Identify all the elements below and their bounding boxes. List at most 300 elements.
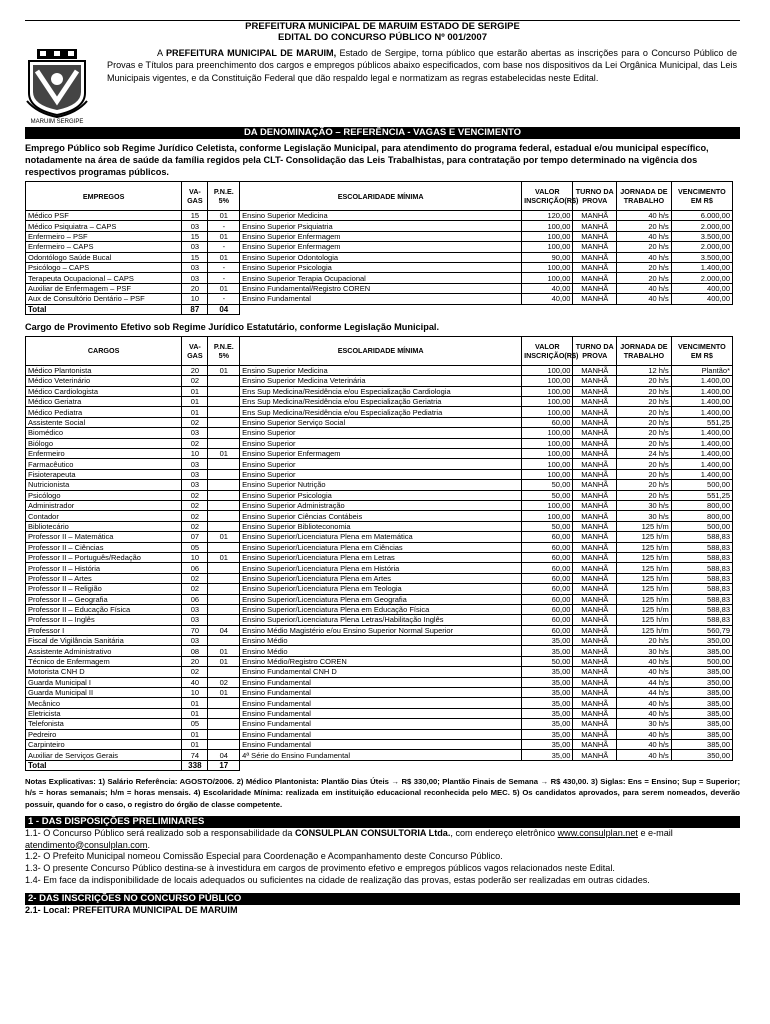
table-cell: 15 [182, 252, 208, 262]
total-cell: Total [26, 760, 182, 770]
table-row [26, 365, 733, 375]
table-cell: 40 h/s [617, 750, 672, 760]
table-cell: Ensino Superior Medicina [240, 211, 522, 221]
table-cell: 02 [182, 500, 208, 510]
table-cell: MANHÃ [573, 417, 617, 427]
table-cell: 03 [182, 480, 208, 490]
header-cell: TURNO DA PROVA [573, 336, 617, 365]
table-cell: 125 h/m [617, 552, 672, 562]
table-cell: 588,83 [671, 563, 732, 573]
table-cell: 03 [182, 604, 208, 614]
header-cell: VALOR INSCRIÇÃO(R$) [522, 336, 573, 365]
table-cell: MANHÃ [573, 552, 617, 562]
table-cell: 20 h/s [617, 490, 672, 500]
table-cell: 30 h/s [617, 646, 672, 656]
table-cell: MANHÃ [573, 211, 617, 221]
table-cell: 125 h/m [617, 573, 672, 583]
website-link[interactable]: www.consulplan.net [557, 827, 638, 838]
table-row [26, 449, 733, 459]
table-cell: 02 [182, 573, 208, 583]
table-cell: 44 h/s [617, 688, 672, 698]
table-cell: Auxiliar de Enfermagem – PSF [26, 283, 182, 293]
table-cell: 03 [182, 469, 208, 479]
table-cell: Ensino Superior/Licenciatura Plena em Artes [240, 573, 522, 583]
table-cell: Ensino Superior Serviço Social [240, 417, 522, 427]
table-cell: MANHÃ [573, 646, 617, 656]
table-cell: Mecânico [26, 698, 182, 708]
table-row [26, 262, 733, 272]
table-cell: Ens Sup Medicina/Residência e/ou Especialização Geriatria [240, 397, 522, 407]
table-cell: 03 [182, 221, 208, 231]
table-cell: Enfermeiro – PSF [26, 231, 182, 241]
table-cell: 02 [182, 417, 208, 427]
table-cell: 1.400,00 [671, 386, 732, 396]
table-cell: 06 [182, 563, 208, 573]
email-link[interactable]: atendimento@consulplan.com [25, 839, 148, 850]
table-cell [208, 469, 240, 479]
table-cell [208, 636, 240, 646]
table-cell: Motorista CNH D [26, 667, 182, 677]
table-row [26, 750, 733, 760]
table-cell: MANHÃ [573, 231, 617, 241]
table-cell: 125 h/m [617, 604, 672, 614]
table-row [26, 688, 733, 698]
table-cell: 20 [182, 283, 208, 293]
table-cell: MANHÃ [573, 490, 617, 500]
section-preliminares [25, 816, 740, 887]
table-cell: 500,00 [671, 521, 732, 531]
table-cell: Fiscal de Vigilância Sanitária [26, 636, 182, 646]
table-row [26, 563, 733, 573]
header-cell: CARGOS [26, 336, 182, 365]
table-cell: MANHÃ [573, 677, 617, 687]
table-cell: Enfermeiro – CAPS [26, 242, 182, 252]
table-cell: 01 [182, 407, 208, 417]
table-cell: Ensino Fundamental CNH D [240, 667, 522, 677]
table-cell: MANHÃ [573, 729, 617, 739]
table-cell: MANHÃ [573, 542, 617, 552]
table-row [26, 667, 733, 677]
table-cell: Ensino Superior Enfermagem [240, 231, 522, 241]
table-cell: 385,00 [671, 667, 732, 677]
table-cell: Médico PSF [26, 211, 182, 221]
table-cell: 1.400,00 [671, 438, 732, 448]
table-cell: 60,00 [522, 542, 573, 552]
table-row [26, 480, 733, 490]
table-cell: MANHÃ [573, 397, 617, 407]
table-row [26, 242, 733, 252]
table-cell: Ensino Fundamental [240, 739, 522, 749]
table-row [26, 500, 733, 510]
table-cell: 385,00 [671, 688, 732, 698]
table-cell: 50,00 [522, 656, 573, 666]
table-cell: 02 [208, 677, 240, 687]
table-cell [208, 459, 240, 469]
empregos-table [25, 181, 733, 315]
table-row [26, 521, 733, 531]
table-cell: 01 [182, 708, 208, 718]
total-filler [240, 760, 733, 770]
table-cell: 60,00 [522, 563, 573, 573]
table-cell: MANHÃ [573, 739, 617, 749]
table-row [26, 594, 733, 604]
table-cell: MANHÃ [573, 584, 617, 594]
table-cell: 1.400,00 [671, 459, 732, 469]
table-cell: 2.000,00 [671, 273, 732, 283]
table-cell: 40 h/s [617, 211, 672, 221]
p1-text-d: . [147, 839, 150, 850]
table-cell: 20 h/s [617, 469, 672, 479]
table-cell: 01 [208, 252, 240, 262]
table-cell: 3.500,00 [671, 231, 732, 241]
table-cell: 03 [182, 242, 208, 252]
table-cell: 100,00 [522, 231, 573, 241]
table-cell: Técnico de Enfermagem [26, 656, 182, 666]
table-row [26, 469, 733, 479]
table-cell: Ens Sup Medicina/Residência e/ou Especialização Cardiologia [240, 386, 522, 396]
table-row [26, 376, 733, 386]
table-cell: 07 [182, 532, 208, 542]
table-cell: 350,00 [671, 677, 732, 687]
table-cell: 60,00 [522, 417, 573, 427]
table-cell: 35,00 [522, 698, 573, 708]
table-cell: 100,00 [522, 407, 573, 417]
table-cell: Psicólogo [26, 490, 182, 500]
intro-lead: A [157, 48, 166, 58]
total-cell: 17 [208, 760, 240, 770]
table-cell: 04 [208, 750, 240, 760]
table-cell: Ensino Superior Terapia Ocupacional [240, 273, 522, 283]
table-cell: Ensino Médio/Registro COREN [240, 656, 522, 666]
table-row [26, 625, 733, 635]
cargos-header-row [26, 336, 733, 365]
table-cell: 01 [182, 386, 208, 396]
table-cell: Ensino Superior/Licenciatura Plena Letras/Habilitação Inglês [240, 615, 522, 625]
header-cell: VALOR INSCRIÇÃO(R$) [522, 182, 573, 211]
table-cell: 100,00 [522, 511, 573, 521]
table-cell: 01 [208, 646, 240, 656]
seal-text: MARUIM SERGIPE [30, 119, 84, 125]
table-cell [208, 739, 240, 749]
table-cell: 400,00 [671, 294, 732, 304]
table-cell: 100,00 [522, 273, 573, 283]
table-cell: MANHÃ [573, 407, 617, 417]
table-cell: MANHÃ [573, 365, 617, 375]
table-cell: 100,00 [522, 376, 573, 386]
table-cell: Ensino Superior/Licenciatura Plena em Teologia [240, 584, 522, 594]
table-cell: 74 [182, 750, 208, 760]
section-inscricoes [25, 893, 740, 917]
header-cell: VA-GAS [182, 182, 208, 211]
table-cell: Professor II – Religião [26, 584, 182, 594]
table-cell: Ensino Superior Enfermagem [240, 449, 522, 459]
table-cell: Odontólogo Saúde Bucal [26, 252, 182, 262]
table-cell [208, 729, 240, 739]
table-cell: 35,00 [522, 719, 573, 729]
table-cell: Médico Psiquiatra – CAPS [26, 221, 182, 231]
header-title-line2: EDITAL DO CONCURSO PÚBLICO Nº 001/2007 [278, 32, 487, 43]
table-row [26, 677, 733, 687]
table-cell: 10 [182, 688, 208, 698]
header-cell: P.N.E. 5% [208, 336, 240, 365]
table-cell: MANHÃ [573, 604, 617, 614]
table-cell: 03 [182, 615, 208, 625]
table-cell: Ensino Superior/Licenciatura Plena em Ciências [240, 542, 522, 552]
table-cell: MANHÃ [573, 438, 617, 448]
table-cell: 350,00 [671, 636, 732, 646]
table-cell: 02 [182, 376, 208, 386]
table-row [26, 417, 733, 427]
table-cell: 125 h/m [617, 542, 672, 552]
table-cell [208, 521, 240, 531]
table-cell: Ensino Superior Enfermagem [240, 242, 522, 252]
table-cell: 35,00 [522, 750, 573, 760]
table-cell: 35,00 [522, 729, 573, 739]
table-cell: 100,00 [522, 221, 573, 231]
table-cell [208, 407, 240, 417]
table-row [26, 283, 733, 293]
table-row [26, 646, 733, 656]
table-cell: 100,00 [522, 242, 573, 252]
table-cell: Terapeuta Ocupacional – CAPS [26, 273, 182, 283]
table-row [26, 231, 733, 241]
table-cell [208, 604, 240, 614]
table-cell: 125 h/m [617, 521, 672, 531]
table-cell: MANHÃ [573, 386, 617, 396]
table-cell: MANHÃ [573, 262, 617, 272]
intro-paragraph [107, 47, 737, 84]
table-cell: 588,83 [671, 604, 732, 614]
table-cell: 40 h/s [617, 283, 672, 293]
total-cell: 338 [182, 760, 208, 770]
table-cell: 385,00 [671, 719, 732, 729]
intro-block [25, 43, 740, 127]
table-row [26, 584, 733, 594]
table-cell: Enfermeiro [26, 449, 182, 459]
table-cell: Ensino Fundamental [240, 688, 522, 698]
table-cell [208, 594, 240, 604]
table-cell: 20 [182, 365, 208, 375]
table-cell: 1.400,00 [671, 376, 732, 386]
header-cell: VA-GAS [182, 336, 208, 365]
table-cell: MANHÃ [573, 242, 617, 252]
header-cell: VENCIMENTO EM R$ [671, 182, 732, 211]
table-cell: 40 h/s [617, 698, 672, 708]
cargos-table [25, 336, 733, 771]
table-cell: Ensino Fundamental [240, 698, 522, 708]
table-cell: MANHÃ [573, 521, 617, 531]
intro-bold: PREFEITURA MUNICIPAL DE MARUIM, [165, 48, 337, 58]
table-cell [208, 563, 240, 573]
header-cell: JORNADA DE TRABALHO [617, 336, 672, 365]
table-cell: Ensino Superior Biblioteconomia [240, 521, 522, 531]
p1-text-a: 1.1- O Concurso Público será realizado sob a responsabilidade da [25, 827, 295, 838]
table-cell: 02 [182, 438, 208, 448]
table-cell: Médico Pediatra [26, 407, 182, 417]
total-cell: 04 [208, 304, 240, 314]
table-cell: Ensino Superior [240, 438, 522, 448]
table-cell: 20 h/s [617, 242, 672, 252]
table-cell: 100,00 [522, 449, 573, 459]
table-cell: 385,00 [671, 708, 732, 718]
table-cell: 01 [208, 449, 240, 459]
table-cell: 40,00 [522, 283, 573, 293]
table-cell: 385,00 [671, 729, 732, 739]
table-cell [208, 386, 240, 396]
table-cell: 40 h/s [617, 667, 672, 677]
table-row [26, 573, 733, 583]
table-cell: Ensino Superior Nutrição [240, 480, 522, 490]
celetista-heading: Emprego Público sob Regime Jurídico Celetista, conforme Legislação Municipal, para atendimento do programa federal, estadual e/ou municipal específico, notadamente na área de saúde da família regidos pela CLT- Consolidação das Leis Trabalhistas, para contratação por tempo determinado na vigência dos respectivos programas públicos. [25, 143, 709, 177]
table-cell: - [208, 262, 240, 272]
table-cell: Ensino Superior Psicologia [240, 262, 522, 272]
table-cell: 60,00 [522, 552, 573, 562]
table-cell: 1.400,00 [671, 397, 732, 407]
table-cell: - [208, 221, 240, 231]
table-cell: 20 h/s [617, 407, 672, 417]
table-cell: 800,00 [671, 500, 732, 510]
table-cell: 560,79 [671, 625, 732, 635]
table-cell: 20 h/s [617, 438, 672, 448]
section-bar-preliminares: 1 - DAS DISPOSIÇÕES PRELIMINARES [25, 816, 740, 828]
table-cell: 1.400,00 [671, 262, 732, 272]
table-cell: 60,00 [522, 604, 573, 614]
header-cell: EMPREGOS [26, 182, 182, 211]
table-cell: 100,00 [522, 500, 573, 510]
table-cell: Médico Plantonista [26, 365, 182, 375]
intro-rest: Estado de Sergipe, torna público que estarão abertas as inscrições para o Concurso Público de Provas e Títulos para preenchimento dos cargos e empregos públicos abaixo especificados, com base nos dispositivos da Lei Orgânica Municipal, das Leis Municipais vigentes, e da Constituição Federal que dão respaldo legal e normatizam as regras estabelecidas neste Edital. [107, 48, 737, 83]
table-row [26, 273, 733, 283]
table-cell: 551,25 [671, 417, 732, 427]
table-cell: Contador [26, 511, 182, 521]
table-cell: MANHÃ [573, 667, 617, 677]
table-cell: 125 h/m [617, 532, 672, 542]
table-cell: Ensino Superior Administração [240, 500, 522, 510]
table-cell: Ensino Médio [240, 646, 522, 656]
table-cell: 100,00 [522, 438, 573, 448]
table-cell: - [208, 294, 240, 304]
table-cell: 100,00 [522, 397, 573, 407]
table-row [26, 729, 733, 739]
table-cell: 01 [182, 739, 208, 749]
table-cell: Ensino Superior Medicina [240, 365, 522, 375]
table-row [26, 294, 733, 304]
total-row [26, 304, 733, 314]
table-row [26, 252, 733, 262]
table-cell: MANHÃ [573, 294, 617, 304]
table-cell: Aux de Consultório Dentário – PSF [26, 294, 182, 304]
table-cell [208, 438, 240, 448]
table-cell: 01 [182, 729, 208, 739]
table-cell: Médico Geriatra [26, 397, 182, 407]
table-cell: Assistente Administrativo [26, 646, 182, 656]
header-cell: VENCIMENTO EM R$ [671, 336, 732, 365]
table-cell: 04 [208, 625, 240, 635]
table-cell: 20 h/s [617, 262, 672, 272]
table-cell: Professor II – História [26, 563, 182, 573]
table-cell: 20 h/s [617, 636, 672, 646]
table-cell: 1.400,00 [671, 407, 732, 417]
table-cell: 50,00 [522, 490, 573, 500]
empregos-header-row [26, 182, 733, 211]
table-cell: Bibliotecário [26, 521, 182, 531]
table-cell: Ensino Superior [240, 469, 522, 479]
table-cell: 40 h/s [617, 708, 672, 718]
table-row [26, 739, 733, 749]
table-cell: 40 h/s [617, 252, 672, 262]
table-cell: MANHÃ [573, 511, 617, 521]
table-cell: 125 h/m [617, 563, 672, 573]
total-cell: 87 [182, 304, 208, 314]
table-cell: 03 [182, 428, 208, 438]
table-cell: 01 [208, 688, 240, 698]
table-cell: Auxiliar de Serviços Gerais [26, 750, 182, 760]
table-cell: Médico Veterinário [26, 376, 182, 386]
table-cell: Ensino Superior Psiquiatria [240, 221, 522, 231]
table-cell [208, 490, 240, 500]
table-cell: 120,00 [522, 211, 573, 221]
table-cell: 20 h/s [617, 417, 672, 427]
table-cell: Ensino Superior/Licenciatura Plena em Letras [240, 552, 522, 562]
table-cell: 10 [182, 449, 208, 459]
paragraph-1-2: 1.2- O Prefeito Municipal nomeou Comissão Especial para Coordenação e Acompanhamento deste Concurso Público. [25, 851, 503, 862]
paragraph-1-4: 1.4- Em face da indisponibilidade de locais adequados ou suficientes na cidade de realização das provas, estas poderão ser realizadas em outras cidades. [25, 874, 650, 885]
table-cell: 90,00 [522, 252, 573, 262]
table-cell: 01 [208, 532, 240, 542]
table-cell: Nutricionista [26, 480, 182, 490]
table-cell: 05 [182, 719, 208, 729]
table-cell: 125 h/m [617, 625, 672, 635]
table-cell: 20 h/s [617, 480, 672, 490]
table-cell: Ensino Superior Psicologia [240, 490, 522, 500]
table-cell: 40 [182, 677, 208, 687]
table-cell: 40 h/s [617, 656, 672, 666]
table-cell: Fisioterapeuta [26, 469, 182, 479]
table-cell: Ensino Médio [240, 636, 522, 646]
table-cell [208, 719, 240, 729]
table-cell: Professor II – Artes [26, 573, 182, 583]
table-cell: 1.400,00 [671, 469, 732, 479]
table-cell: Biólogo [26, 438, 182, 448]
table-cell: 1.400,00 [671, 449, 732, 459]
table-row [26, 221, 733, 231]
table-cell: 50,00 [522, 521, 573, 531]
table-cell: 60,00 [522, 584, 573, 594]
table-cell: 500,00 [671, 480, 732, 490]
table-cell: 40 h/s [617, 294, 672, 304]
table-cell: Ensino Fundamental [240, 708, 522, 718]
table-cell: Médico Cardiologista [26, 386, 182, 396]
table-cell: Guarda Municipal I [26, 677, 182, 687]
table-cell: 01 [208, 283, 240, 293]
table-cell: 01 [208, 656, 240, 666]
table-cell: MANHÃ [573, 532, 617, 542]
table-cell: 385,00 [671, 698, 732, 708]
table-cell: 100,00 [522, 365, 573, 375]
table-row [26, 698, 733, 708]
table-cell: Professor II – Inglês [26, 615, 182, 625]
table-cell: MANHÃ [573, 615, 617, 625]
table-cell: 01 [208, 211, 240, 221]
table-cell: 20 [182, 656, 208, 666]
table-cell: 40 h/s [617, 729, 672, 739]
table-cell: Professor II – Matemática [26, 532, 182, 542]
table-cell: MANHÃ [573, 698, 617, 708]
p1-company: CONSULPLAN CONSULTORIA Ltda. [294, 827, 451, 838]
table-cell: Ensino Superior [240, 428, 522, 438]
header-cell: P.N.E. 5% [208, 182, 240, 211]
table-cell: 35,00 [522, 739, 573, 749]
